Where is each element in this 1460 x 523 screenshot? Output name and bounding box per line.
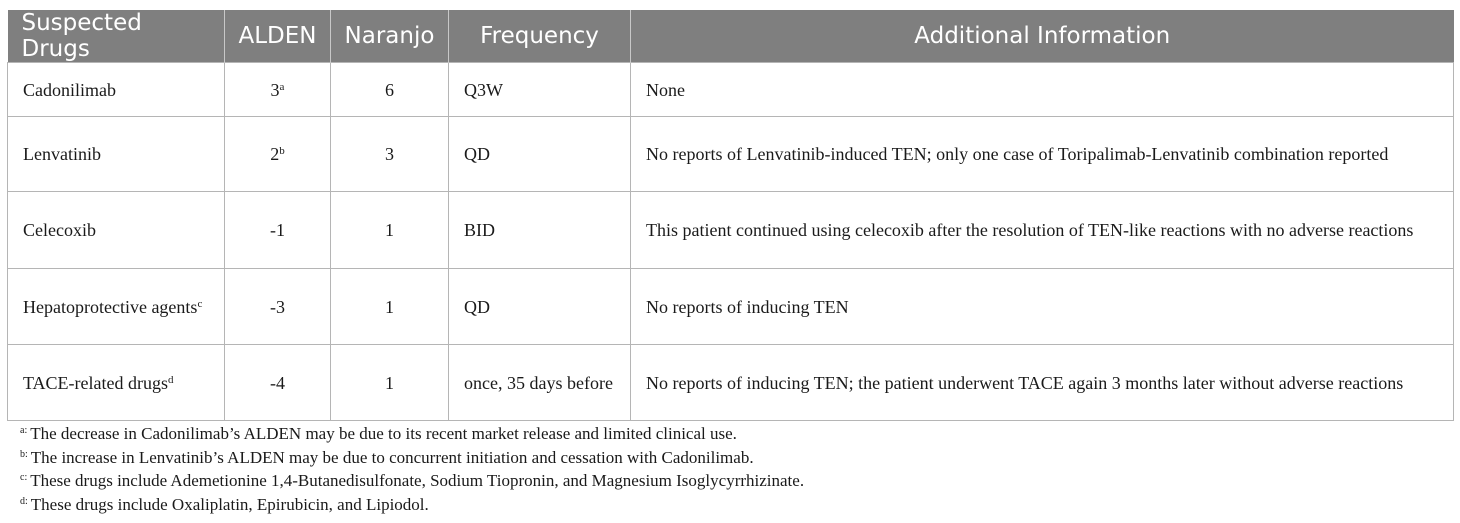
cell-info: None: [631, 63, 1454, 117]
cell-info: No reports of Lenvatinib-induced TEN; only one case of Toripalimab-Lenvatinib combination reported: [631, 117, 1454, 192]
cell-info: This patient continued using celecoxib after the resolution of TEN-like reactions with no adverse reactions: [631, 192, 1454, 269]
cell-naranjo: 1: [331, 192, 449, 269]
cell-frequency: QD: [449, 117, 631, 192]
cell-info: No reports of inducing TEN: [631, 269, 1454, 345]
drug-assessment-table: [7, 10, 1454, 421]
drug-assessment-table-container: [7, 10, 1453, 421]
cell-naranjo: 3: [331, 117, 449, 192]
table-row: [8, 63, 1454, 117]
table-row: [8, 269, 1454, 345]
cell-alden: 2$^b$: [225, 117, 331, 192]
header-alden: ALDEN: [225, 10, 331, 63]
cell-alden: -1: [225, 192, 331, 269]
table-row: [8, 117, 1454, 192]
cell-drug: Lenvatinib: [8, 117, 225, 192]
cell-naranjo: 6: [331, 63, 449, 117]
header-frequency: Frequency: [449, 10, 631, 63]
cell-frequency: BID: [449, 192, 631, 269]
header-additional-information: Additional Information: [631, 10, 1454, 63]
cell-frequency: once, 35 days before: [449, 345, 631, 421]
cell-drug: Celecoxib: [8, 192, 225, 269]
cell-alden: -3: [225, 269, 331, 345]
table-row: [8, 345, 1454, 421]
cell-info: No reports of inducing TEN; the patient underwent TACE again 3 months later without adverse reactions: [631, 345, 1454, 421]
cell-naranjo: 1: [331, 269, 449, 345]
cell-drug: TACE-related drugs$^d$: [8, 345, 225, 421]
footnote: $^{d:}$ These drugs include Oxaliplatin, Epirubicin, and Lipiodol.: [20, 494, 429, 514]
footnote: $^{b:}$ The increase in Lenvatinib’s ALDEN may be due to concurrent initiation and cessation with Cadonilimab.: [20, 447, 754, 467]
cell-frequency: Q3W: [449, 63, 631, 117]
cell-alden: -4: [225, 345, 331, 421]
footnote: $^{c:}$ These drugs include Ademetionine 1,4-Butanedisulfonate, Sodium Tiopronin, and Magnesium Isoglycyrrhizinate.: [20, 471, 805, 490]
table-header-row: [8, 10, 1454, 63]
cell-drug: Cadonilimab: [8, 63, 225, 117]
cell-frequency: QD: [449, 269, 631, 345]
header-naranjo: Naranjo: [331, 10, 449, 63]
header-suspected-drugs: Suspected Drugs: [8, 10, 225, 63]
cell-drug: Hepatoprotective agents$^c$: [8, 269, 225, 345]
table-row: [8, 192, 1454, 269]
cell-alden: 3$^a$: [225, 63, 331, 117]
cell-naranjo: 1: [331, 345, 449, 421]
table-footnotes: [20, 422, 804, 516]
footnote: $^{a:}$ The decrease in Cadonilimab’s ALDEN may be due to its recent market release and limited clinical use.: [20, 424, 737, 443]
